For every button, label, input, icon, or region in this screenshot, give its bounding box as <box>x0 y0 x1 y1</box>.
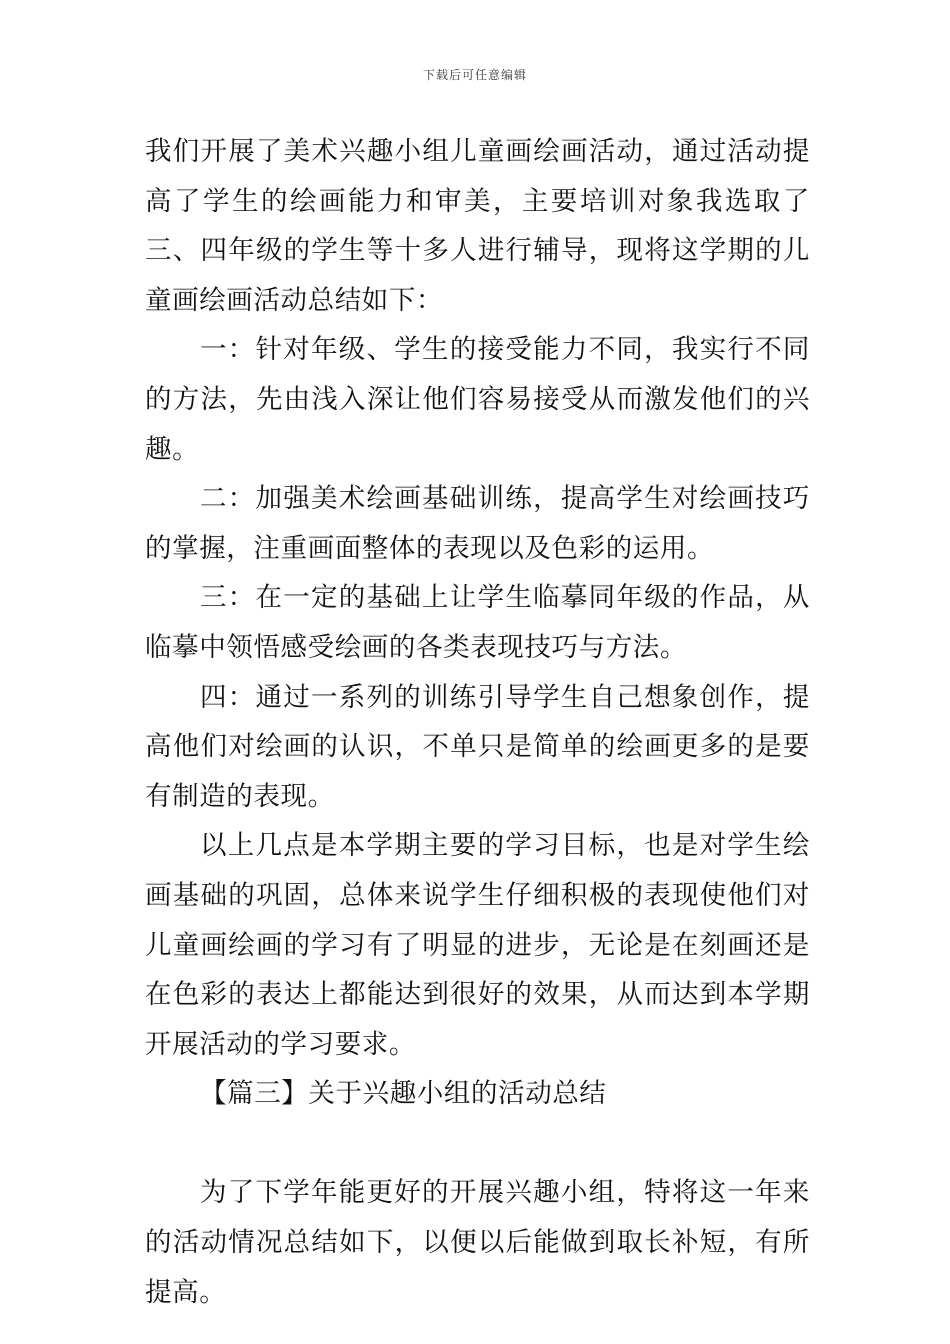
paragraph-point-3: 三：在一定的基础上让学生临摹同年级的作品，从临摹中领悟感受绘画的各类表现技巧与方法。 <box>145 582 810 663</box>
header-note: 下载后可任意编辑 <box>422 68 527 82</box>
paragraph-point-4: 四：通过一系列的训练引导学生自己想象创作，提高他们对绘画的认识，不单只是简单的绘画更多的是要有制造的表现。 <box>145 681 810 812</box>
paragraph-summary: 以上几点是本学期主要的学习目标，也是对学生绘画基础的巩固，总体来说学生仔细积极的表现使他们对儿童画绘画的学习有了明显的进步，无论是在刻画还是在色彩的表达上都能达到很好的效果，从而达到本学期开展活动的学习要求。 <box>145 830 810 1060</box>
paragraph-section-intro: 为了下学年能更好的开展兴趣小组，特将这一年来的活动情况总结如下，以便以后能做到取长补短，有所提高。 <box>145 1177 810 1308</box>
blank-line <box>145 1119 810 1169</box>
document-body <box>145 127 810 1317</box>
paragraph-intro: 我们开展了美术兴趣小组儿童画绘画活动，通过活动提高了学生的绘画能力和审美，主要培训对象我选取了三、四年级的学生等十多人进行辅导，现将这学期的儿童画绘画活动总结如下： <box>145 136 810 316</box>
paragraph-point-2: 二：加强美术绘画基础训练，提高学生对绘画技巧的掌握，注重画面整体的表现以及色彩的运用。 <box>145 483 810 564</box>
paragraph-point-1: 一：针对年级、学生的接受能力不同，我实行不同的方法，先由浅入深让他们容易接受从而激发他们的兴趣。 <box>145 334 810 465</box>
section-heading: 【篇三】关于兴趣小组的活动总结 <box>200 1078 607 1110</box>
